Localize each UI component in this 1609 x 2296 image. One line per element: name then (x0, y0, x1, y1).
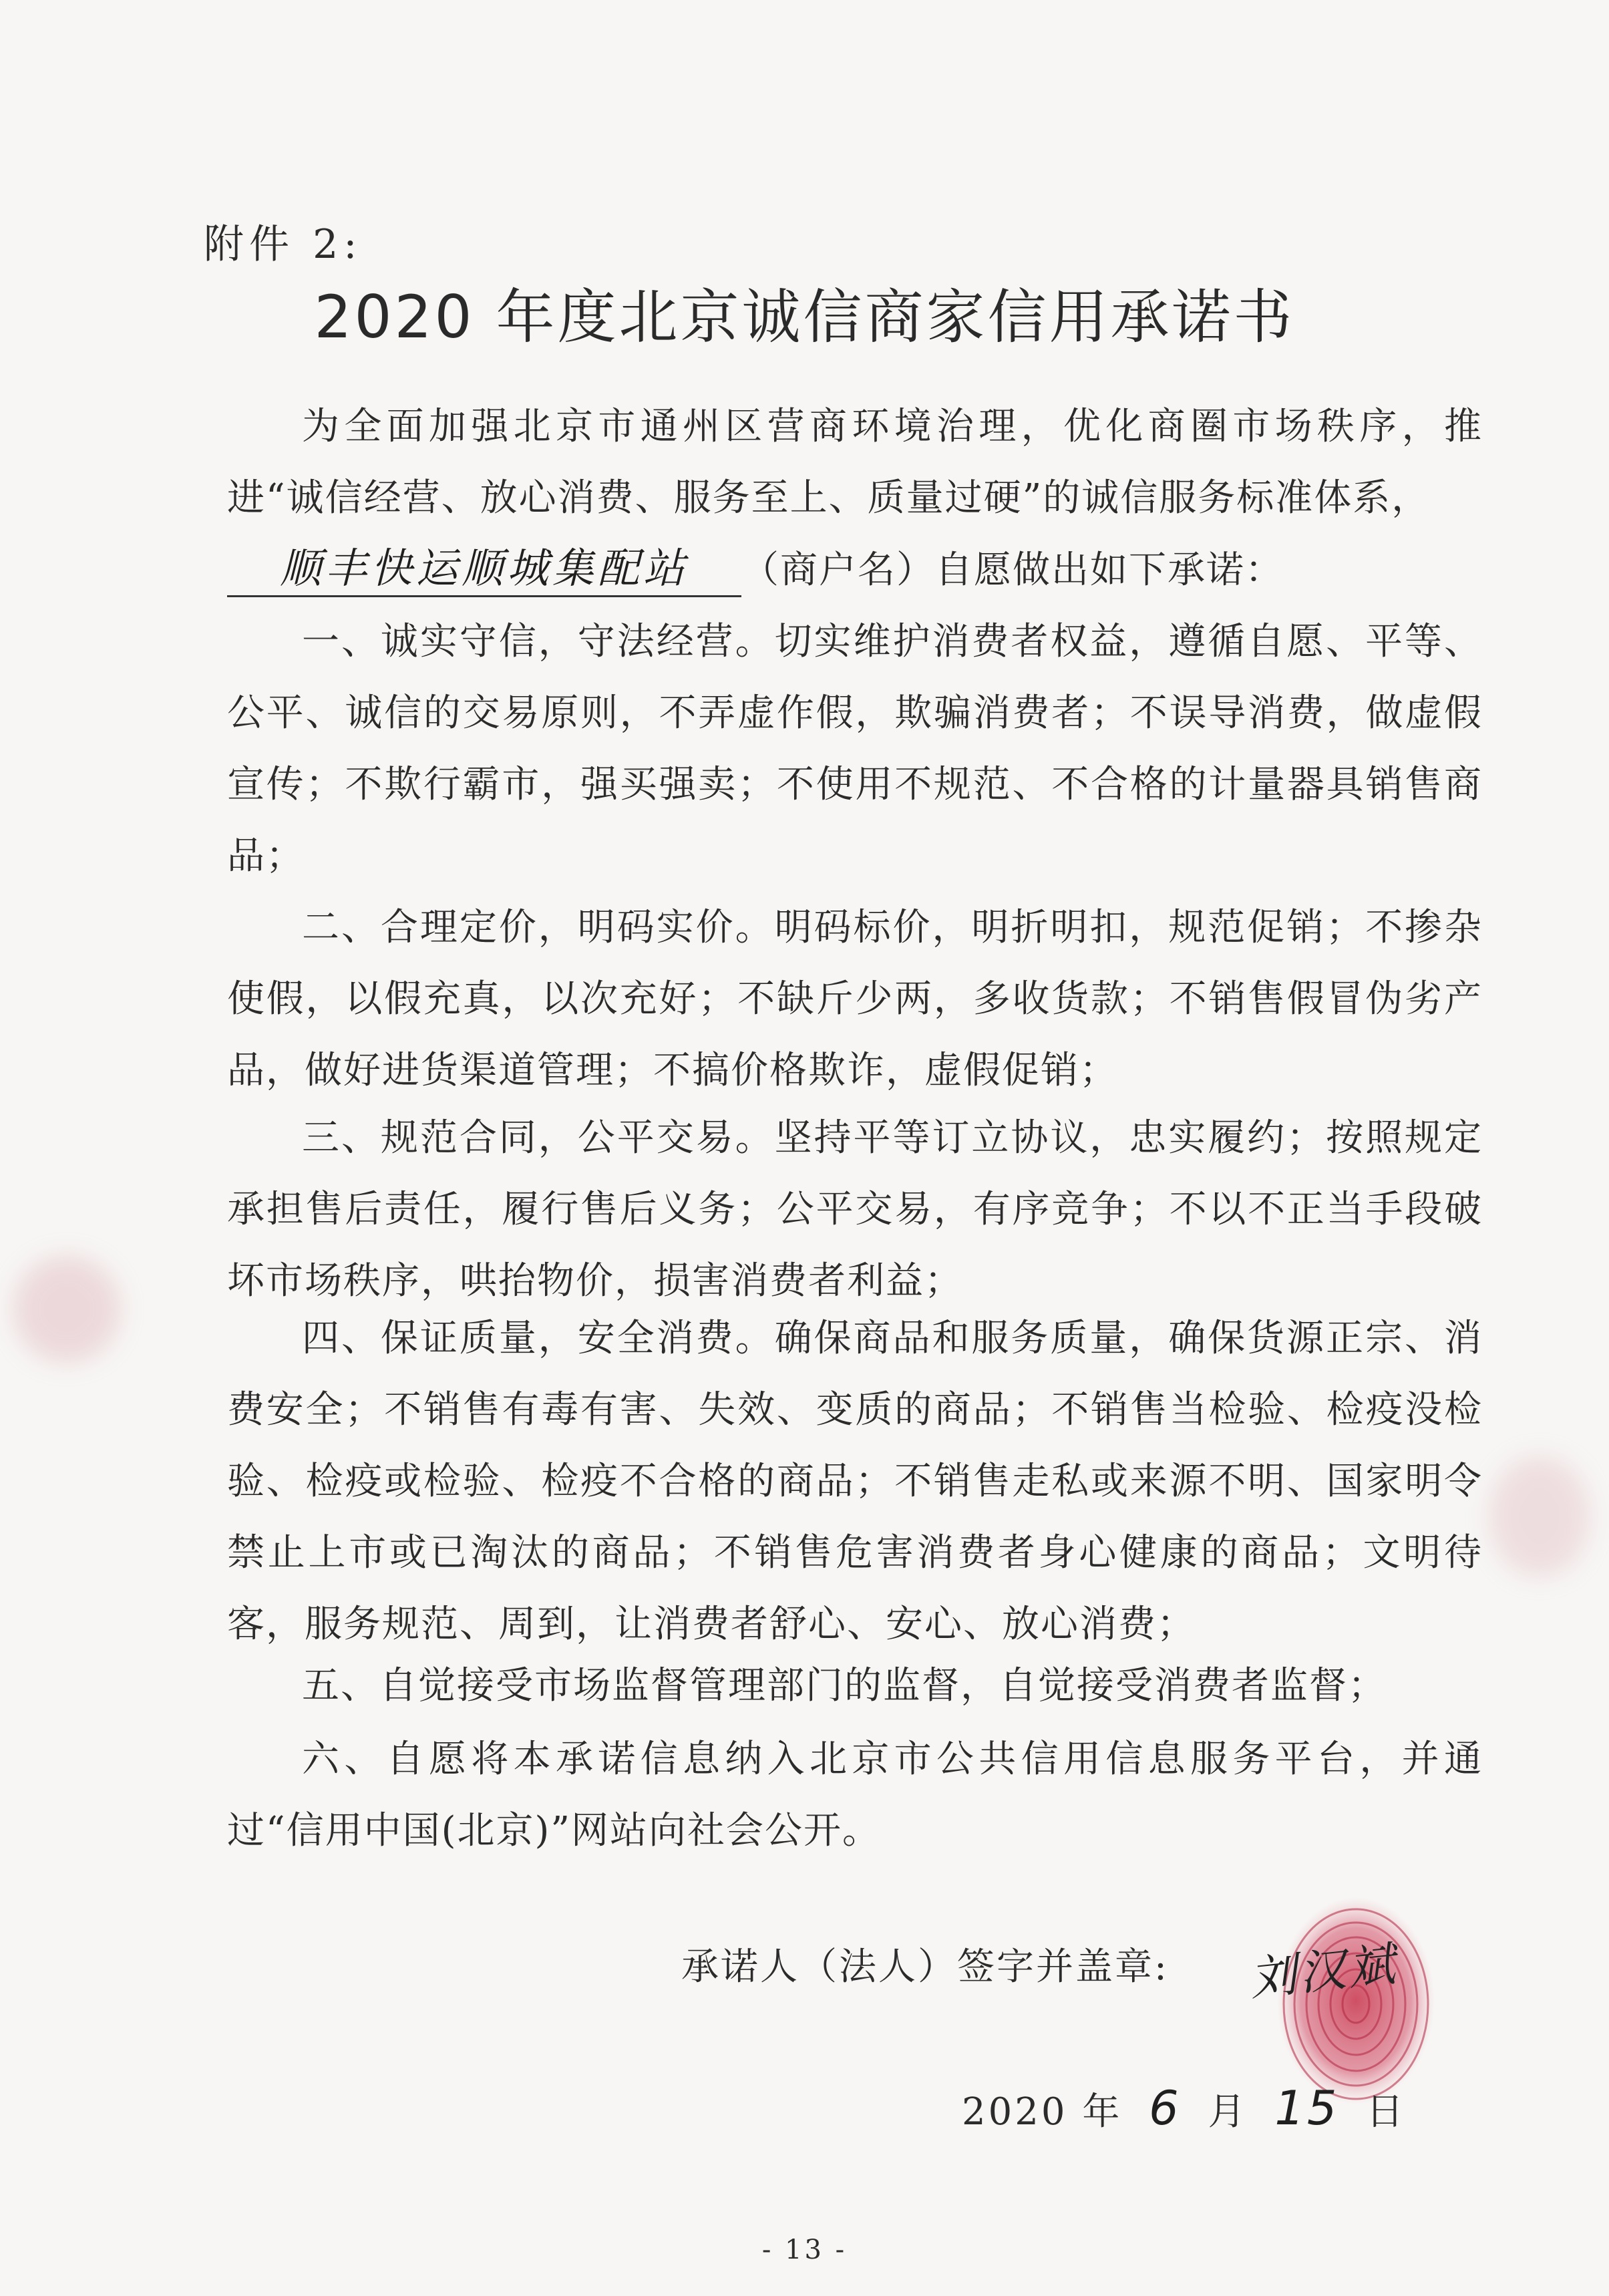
date-day-handwritten: 15 (1274, 2081, 1340, 2136)
signature-label: 承诺人（法人）签字并盖章: (681, 1945, 1169, 1989)
date-year: 2020 年 (962, 2090, 1123, 2134)
intro-paragraph: 为全面加强北京市通州区营商环境治理，优化商圈市场秩序，推进“诚信经营、放心消费、服务至上、质量过硬”的诚信服务标准体系， (227, 405, 1483, 520)
commitment-4: 四、保证质量，安全消费。确保商品和服务质量，确保货源正宗、消费安全；不销售有毒有害、失效、变质的商品；不销售当检验、检疫没检验、检疫或检验、检疫不合格的商品；不销售走私或来源不明、国家明令禁止上市或已淘汰的商品；不销售危害消费者身心健康的商品；文明待客，服务规范、周到，让消费者舒心、安心、放心消费； (227, 1317, 1483, 1646)
commitment-2: 二、合理定价，明码实价。明码标价，明折明扣，规范促销；不掺杂使假，以假充真，以次充好；不缺斤少两，多收货款；不销售假冒伪劣产品，做好进货渠道管理；不搞价格欺诈，虚假促销； (227, 906, 1483, 1092)
page-number: - 13 - (761, 2235, 848, 2265)
commitment-1: 一、诚实守信，守法经营。切实维护消费者权益，遵循自愿、平等、公平、诚信的交易原则，不弄虚作假，欺骗消费者；不误导消费，做虚假宣传；不欺行霸市，强买强卖；不使用不规范、不合格的计量器具销售商品； (227, 620, 1483, 878)
commitment-5: 五、自觉接受市场监督管理部门的监督，自觉接受消费者监督； (302, 1664, 1387, 1707)
commitment-6: 六、自愿将本承诺信息纳入北京市公共信用信息服务平台，并通过“信用中国(北京)”网站向社会公开。 (227, 1738, 1483, 1852)
date-line (962, 2081, 1406, 2136)
merchant-suffix: （商户名）自愿做出如下承诺： (741, 548, 1284, 592)
commitment-3: 三、规范合同，公平交易。坚持平等订立协议，忠实履约；按照规定承担售后责任，履行售后义务；公平交易，有序竞争；不以不正当手段破坏市场秩序，哄抬物价，损害消费者利益； (227, 1116, 1483, 1303)
attachment-label: 附件 2: (204, 221, 363, 268)
paper-stain (1489, 1456, 1590, 1577)
date-month-unit: 月 (1208, 2090, 1248, 2134)
document-title: 2020 年度北京诚信商家信用承诺书 (314, 283, 1295, 351)
merchant-line (227, 534, 1483, 606)
handwritten-signature: 刘汉斌 (1246, 1936, 1401, 2007)
date-day-unit: 日 (1366, 2090, 1407, 2134)
date-month-handwritten: 6 (1149, 2081, 1182, 2136)
merchant-name-handwritten: 顺丰快运顺城集配站 (227, 542, 741, 597)
paper-stain (13, 1256, 120, 1363)
